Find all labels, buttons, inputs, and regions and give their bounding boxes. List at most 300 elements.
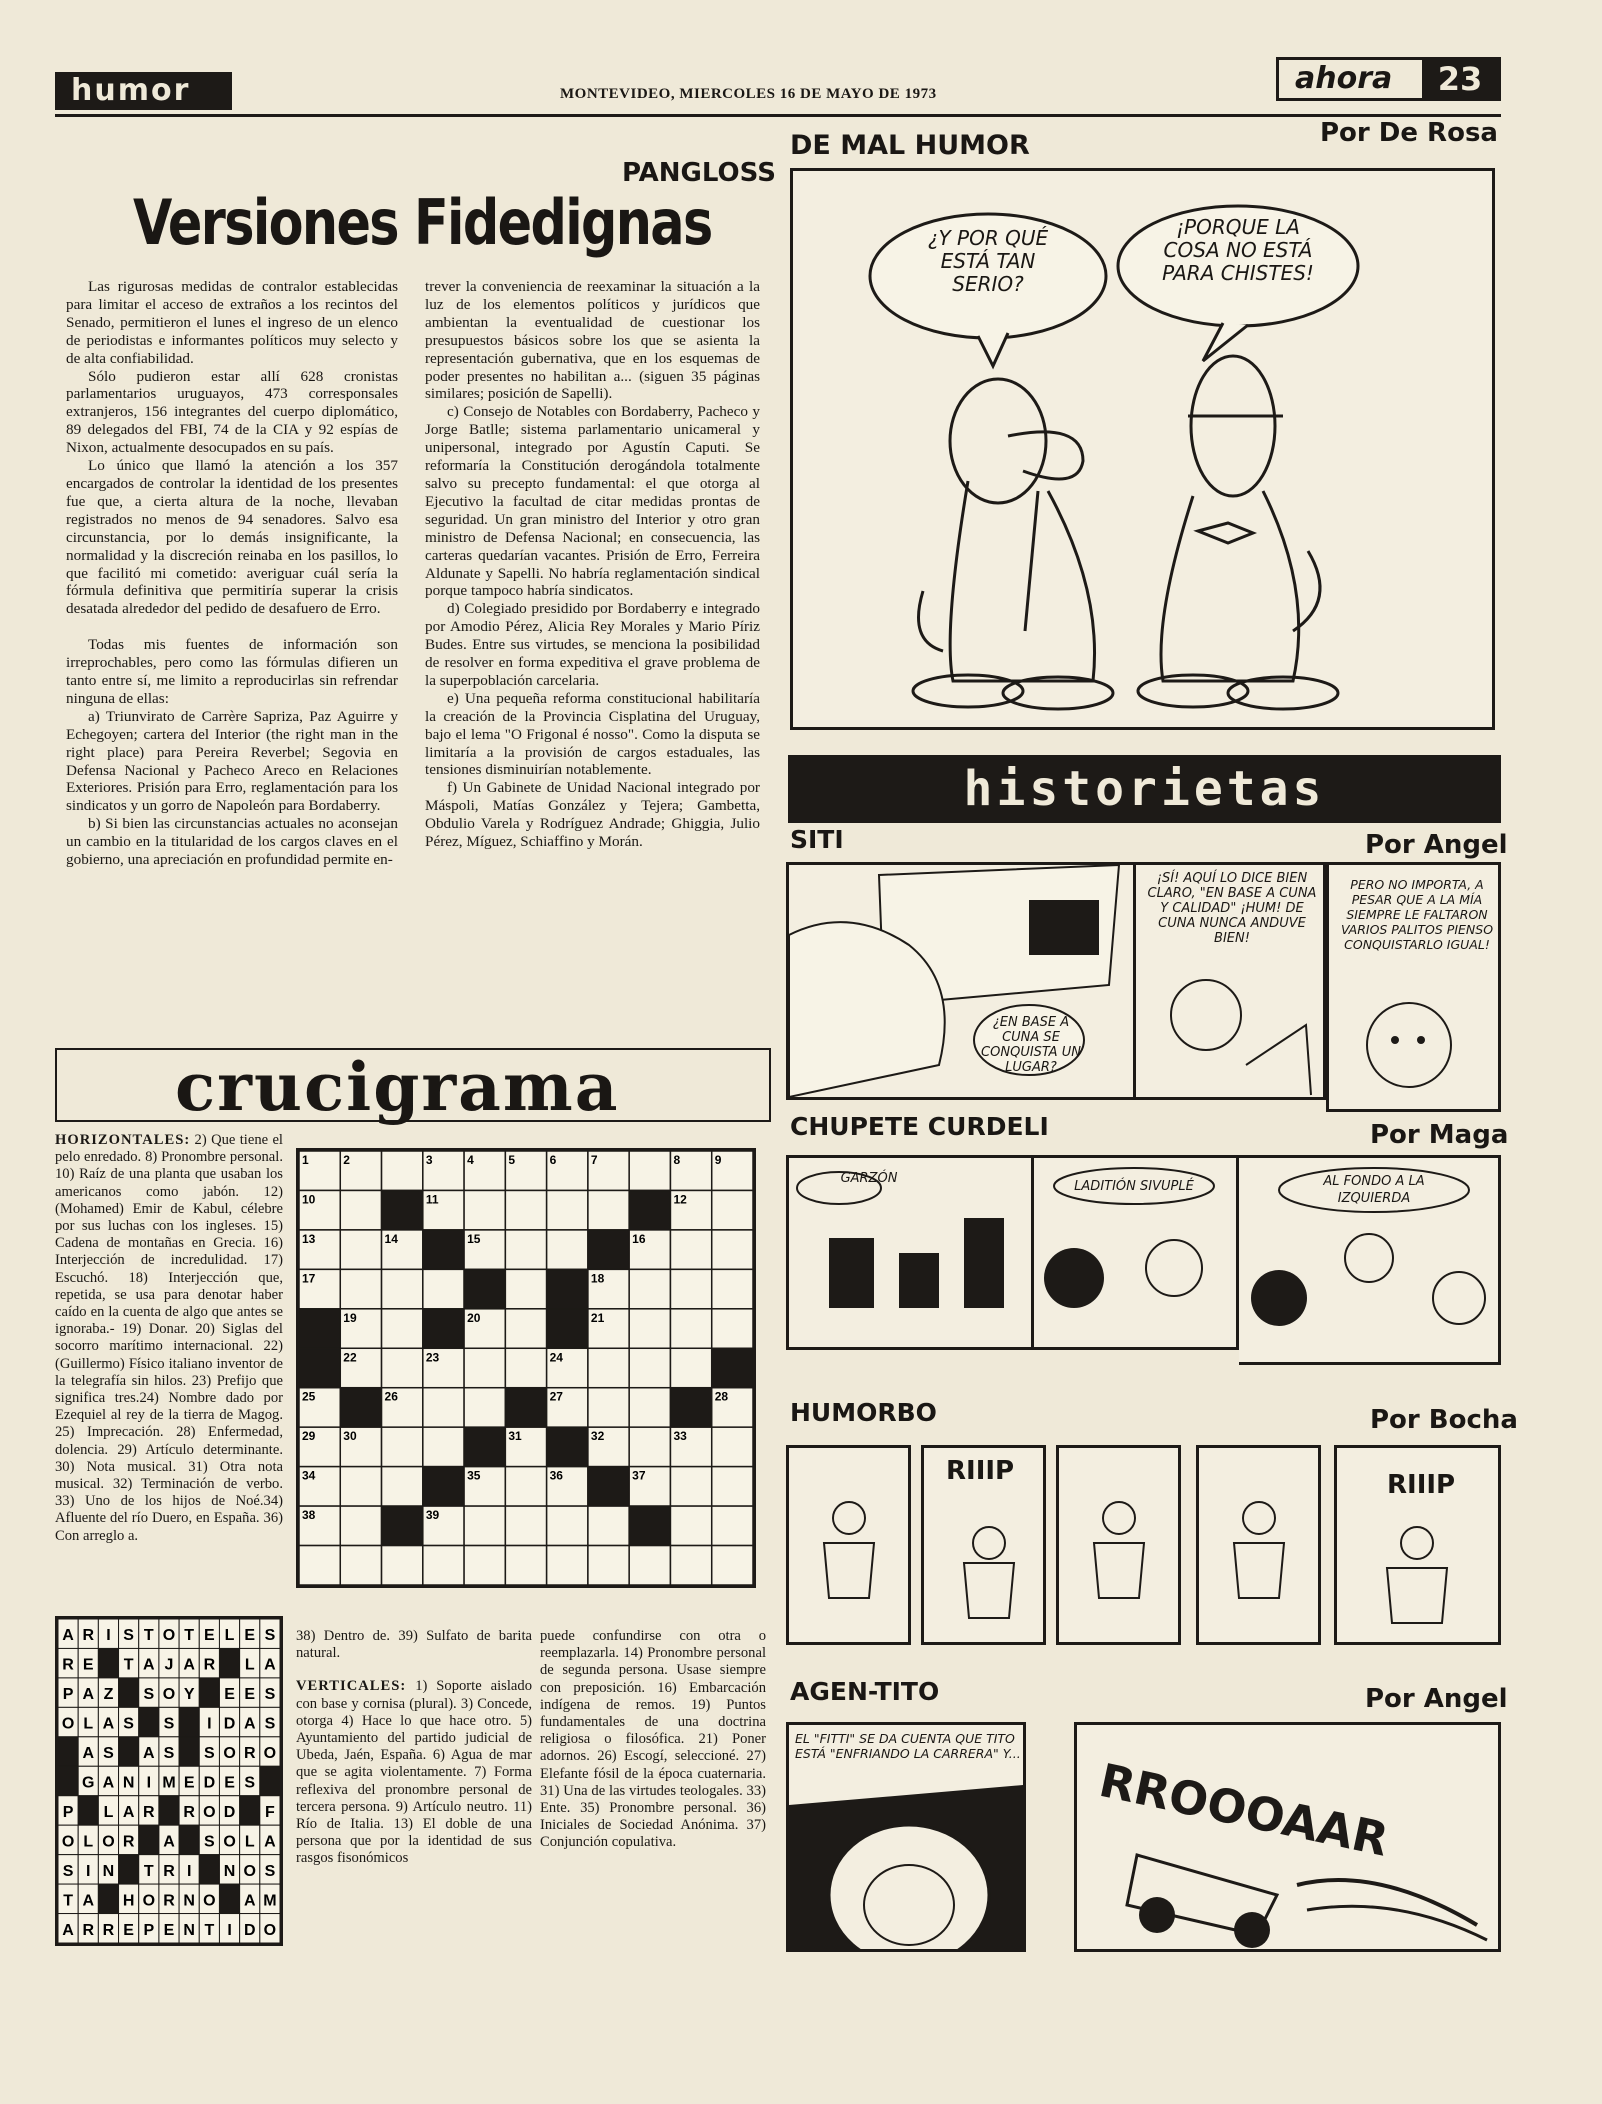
solution-cell-black: [179, 1737, 199, 1766]
grid-cell[interactable]: [670, 1348, 711, 1387]
solution-letter: R: [82, 1627, 95, 1645]
grid-number: 16: [632, 1231, 646, 1246]
grid-number: 20: [467, 1310, 481, 1325]
grid-number: 39: [425, 1508, 440, 1523]
crossword-grid[interactable]: [296, 1148, 756, 1588]
grid-cell[interactable]: [505, 1190, 546, 1229]
solution-cell-black: [260, 1766, 280, 1795]
solution-letter: O: [61, 1715, 75, 1733]
clues-horizontal-label: HORIZONTALES:: [55, 1132, 191, 1148]
solution-letter: S: [123, 1627, 134, 1645]
solution-letter: A: [62, 1921, 74, 1939]
grid-cell[interactable]: [670, 1506, 711, 1545]
grid-cell[interactable]: [712, 1230, 753, 1269]
grid-cell[interactable]: [670, 1546, 711, 1585]
grid-cell[interactable]: [588, 1190, 629, 1229]
grid-cell[interactable]: [340, 1506, 381, 1545]
grid-number: 5: [508, 1153, 516, 1167]
grid-number: 3: [425, 1153, 433, 1167]
grid-cell-black: [629, 1190, 670, 1229]
grid-number: 14: [384, 1231, 398, 1246]
grid-cell-black: [505, 1388, 546, 1427]
grid-cell[interactable]: [712, 1427, 753, 1466]
chupete-bubble-1: GARZÓN: [840, 1171, 898, 1186]
chupete-panel-2: [1034, 1155, 1239, 1350]
grid-cell[interactable]: [547, 1506, 588, 1545]
grid-cell[interactable]: [629, 1309, 670, 1348]
grid-cell[interactable]: [464, 1348, 505, 1387]
solution-letter: M: [162, 1774, 176, 1792]
paragraph: b) Si bien las circunstancias actuales no aconsejan un cambio en la titularidad de los cargos claves en el gobierno, una apreciación en profundidad permite en-: [66, 815, 398, 869]
grid-cell[interactable]: [505, 1467, 546, 1506]
solution-letter: O: [223, 1833, 236, 1851]
grid-cell[interactable]: [299, 1546, 340, 1585]
paragraph: f) Un Gabinete de Unidad Nacional integrado por Máspoli, Matías González y Tejera; Gambetta, Obdulio Varela y Rodríguez Andrade; Ghiggia, Julio Pérez, Míguez, Schiaffino y Morán.: [425, 779, 760, 851]
grid-cell[interactable]: [340, 1190, 381, 1229]
chupete-panel-1: [786, 1155, 1034, 1350]
grid-cell[interactable]: [505, 1546, 546, 1585]
grid-cell[interactable]: [547, 1230, 588, 1269]
solution-letter: E: [244, 1627, 256, 1645]
siti-panel-1: [786, 862, 1136, 1100]
grid-number: 26: [384, 1389, 398, 1404]
grid-number: 15: [467, 1231, 481, 1246]
clues-vertical-continued: puede confundirse con otra o reemplazarla. 14) Pronombre personal de segunda persona. Usase siempre con preposición. 16) Embarcación indígena de remos. 19) Puntos fundamentales de una doctrina religiosa o filosófica. 21) Poner adornos. 26) Escogí, seleccioné. 27) Elefante fósil de la época cuaternaria. 31) Una de las virtudes teologales. 33) Ente. 35) Pronombre personal. 36) Iniciales de Sociedad Anónima. 37) Conjunción copulativa.: [540, 1628, 766, 1851]
strip-byline-chupete: Por Maga: [1370, 1120, 1509, 1150]
solution-letter: L: [103, 1803, 114, 1821]
siti-bubble-3: PERO NO IMPORTA, A PESAR QUE A LA MÍA SIEMPRE LE FALTARON VARIOS PALITOS PIENSO CONQUISTARLO IGUAL!: [1340, 877, 1494, 952]
speech-bubble-left: ¿Y POR QUÉ ESTÁ TAN SERIO?: [927, 226, 1049, 296]
grid-cell[interactable]: [382, 1467, 423, 1506]
crossword-grid-svg: [299, 1151, 753, 1585]
paragraph: a) Triunvirato de Carrère Sapriza, Paz Aguirre y Echegoyen; cartera del Interior (the right man in the right place) para Pereira Reverbel; Segovia en Defensa Nacional y Pacheco Areco en Relaciones Exteriores. Prisión para Erro, reglamentación para los sindicatos y un gorro de Napoleón para Bordaberry.: [66, 707, 398, 815]
grid-cell[interactable]: [382, 1546, 423, 1585]
solution-letter: R: [82, 1921, 95, 1939]
solution-letter: E: [183, 1774, 195, 1792]
paragraph: c) Consejo de Notables con Bordaberry, Pacheco y Jorge Batlle; sistema parlamentario unicameral y unipersonal, integrado por Agustín Caputi. Se reformaría la Constitución derogándola totalmente salvo su precepto fundamental: el que otorga al Ejecutivo la facultad de citar medidas prontas de seguridad. Un gran ministro del Interior y otro gran ministro de Defensa Nacional; en consecuencia, las carteras quedarían vacantes. Prisión de Erro, Ferreira Aldunate y Sapelli. No habría reglamentación sindical porque tampoco habría sindicatos.: [425, 403, 760, 600]
grid-cell[interactable]: [340, 1230, 381, 1269]
historietas-band: historietas: [788, 755, 1501, 823]
grid-cell-black: [629, 1506, 670, 1545]
grid-number: 11: [425, 1192, 439, 1207]
grid-cell[interactable]: [629, 1427, 670, 1466]
grid-number: 23: [425, 1350, 440, 1365]
solution-letter: N: [122, 1774, 135, 1792]
grid-number: 28: [714, 1389, 729, 1404]
grid-cell[interactable]: [464, 1388, 505, 1427]
solution-letter: R: [203, 1656, 216, 1674]
grid-number: 38: [302, 1508, 316, 1523]
solution-letter: L: [244, 1833, 255, 1851]
chupete-restaurant-scene: [789, 1158, 1031, 1347]
crossword-solution: [55, 1616, 283, 1946]
solution-letter: E: [204, 1627, 215, 1645]
grid-cell[interactable]: [588, 1506, 629, 1545]
solution-letter: R: [122, 1833, 135, 1851]
grid-number: 30: [343, 1429, 357, 1444]
crossword-title: crucigrama: [175, 1048, 620, 1126]
grid-number: 7: [590, 1153, 598, 1167]
humorbo-figure-icon: [1059, 1448, 1178, 1642]
solution-letter: S: [244, 1774, 256, 1792]
header-rule: [55, 114, 1501, 117]
chupete-bubble-3: AL FONDO A LA IZQUIERDA: [1323, 1174, 1425, 1206]
clues-horizontal-text: 2) Que tiene el pelo enredado. 8) Pronombre personal. 10) Raíz de una planta que usaban los americanos como jabón. 12) (Mohamed) Emir de Kabul, célebre por sus luchas con los ingleses. 15) Cadena de montañas en Grecia. 16) Interjección de incredulidad. 17) Escuchó. 18) Interjección que, repetida, se usa para denotar haber caído en la cuenta de algo que antes se ignoraba.- 19) Donar. 20) Siglas del socorro marítimo internacional. 22) (Guillermo) Físico italiano inventor de la telegrafía sin hilos. 23) Prefijo que significa tres.24) Nombre dado por Ezequiel al rey de la tierra de Magog. 25) Imprecación. 28) Enfermedad, dolencia. 29) Artículo determinante. 30) Nota musical. 31) Otra nota musical. 32) Terminación de verbo. 33) Uno de los hijos de Noé.34) Afluente del río Duero, en España. 36) Con arreglo a.: [55, 1132, 283, 1544]
grid-cell-black: [588, 1230, 629, 1269]
grid-cell[interactable]: [629, 1348, 670, 1387]
solution-letter: O: [102, 1833, 115, 1851]
grid-number: 22: [343, 1350, 357, 1365]
article-author: PANGLOSS: [622, 158, 776, 188]
solution-letter: S: [103, 1745, 114, 1763]
solution-letter: A: [243, 1892, 256, 1910]
grid-cell[interactable]: [712, 1269, 753, 1308]
solution-letter: E: [244, 1686, 256, 1704]
solution-cell-black: [159, 1796, 179, 1825]
solution-letter: O: [263, 1745, 277, 1763]
grid-cell[interactable]: [382, 1151, 423, 1190]
solution-letter: A: [82, 1892, 95, 1910]
grid-cell[interactable]: [505, 1348, 546, 1387]
solution-letter: A: [243, 1715, 256, 1733]
grid-number: 19: [343, 1310, 357, 1325]
solution-cell-black: [139, 1707, 159, 1736]
humorbo-strip: [786, 1445, 1501, 1645]
siti-bubble-1: ¿EN BASE A CUNA SE CONQUISTA UN LUGAR?: [981, 1015, 1081, 1075]
solution-letter: D: [243, 1921, 256, 1939]
humorbo-panel-1: [786, 1445, 911, 1645]
grid-cell[interactable]: [547, 1546, 588, 1585]
grid-cell[interactable]: [340, 1546, 381, 1585]
siti-panel-2: [1136, 862, 1326, 1100]
solution-letter: A: [122, 1803, 135, 1821]
grid-cell[interactable]: [423, 1427, 464, 1466]
grid-number: 18: [590, 1271, 605, 1286]
humorbo-figure-icon: [789, 1448, 908, 1642]
solution-letter: E: [224, 1686, 235, 1704]
page-number: 23: [1437, 60, 1483, 98]
solution-letter: E: [82, 1656, 94, 1674]
solution-cell-black: [219, 1648, 239, 1677]
solution-letter: T: [63, 1892, 73, 1910]
solution-letter: O: [162, 1627, 176, 1645]
solution-letter: M: [263, 1892, 277, 1910]
solution-letter: S: [264, 1686, 276, 1704]
grid-number: 17: [302, 1271, 316, 1286]
solution-cell-black: [179, 1707, 199, 1736]
solution-letter: O: [203, 1892, 216, 1910]
grid-cell-black: [299, 1309, 340, 1348]
solution-letter: I: [106, 1627, 111, 1645]
grid-number: 10: [302, 1192, 316, 1207]
solution-letter: T: [184, 1627, 195, 1645]
grid-cell[interactable]: [712, 1309, 753, 1348]
solution-letter: O: [223, 1745, 236, 1763]
solution-letter: S: [204, 1833, 215, 1851]
chupete-panel-3: [1239, 1155, 1501, 1365]
humorbo-panel-5: [1334, 1445, 1501, 1645]
solution-letter: D: [203, 1774, 216, 1792]
grid-number: 8: [673, 1153, 681, 1167]
solution-cell-black: [58, 1766, 78, 1795]
solution-letter: T: [204, 1921, 215, 1939]
grid-cell-black: [423, 1230, 464, 1269]
solution-letter: N: [102, 1862, 115, 1880]
grid-cell[interactable]: [505, 1230, 546, 1269]
solution-cell-black: [119, 1737, 139, 1766]
article-column-2: [425, 278, 760, 851]
grid-number: 2: [343, 1153, 350, 1167]
solution-letter: N: [183, 1892, 195, 1910]
solution-letter: O: [203, 1803, 216, 1821]
solution-letter: S: [143, 1686, 155, 1704]
grid-cell-black: [547, 1309, 588, 1348]
paragraph: d) Colegiado presidido por Bordaberry e integrado por Amodio Pérez, Alicia Rey Morales y Mario Píriz Budes. Entre sus virtudes, se menciona la posibilidad de resolver en forma expeditiva el grave problema de la superpoblación carcelaria.: [425, 600, 760, 689]
solution-cell-black: [179, 1825, 199, 1854]
solution-cell-black: [199, 1855, 219, 1884]
grid-cell-black: [547, 1269, 588, 1308]
grid-cell-black: [588, 1467, 629, 1506]
article-column-1: [66, 278, 398, 869]
grid-number: 34: [302, 1468, 316, 1483]
grid-cell[interactable]: [464, 1506, 505, 1545]
grid-cell[interactable]: [505, 1506, 546, 1545]
solution-letter: O: [263, 1921, 277, 1939]
masthead-word: ahora: [1279, 60, 1422, 98]
solution-letter: L: [244, 1656, 255, 1674]
solution-letter: A: [183, 1656, 195, 1674]
cartoon-main-panel: [790, 168, 1495, 730]
grid-number: 37: [632, 1468, 646, 1483]
agentito-sound: RROOOAAR: [1094, 1752, 1394, 1867]
strip-title-agentito: AGEN-TITO: [790, 1677, 940, 1706]
grid-cell-black: [464, 1427, 505, 1466]
grid-cell[interactable]: [670, 1309, 711, 1348]
strip-title-humorbo: HUMORBO: [790, 1398, 937, 1427]
grid-cell[interactable]: [423, 1546, 464, 1585]
grid-cell[interactable]: [712, 1546, 753, 1585]
solution-cell-black: [119, 1855, 139, 1884]
masthead-ahora: [1276, 57, 1501, 101]
solution-letter: A: [143, 1745, 155, 1763]
solution-letter: T: [123, 1656, 134, 1674]
solution-letter: L: [83, 1715, 94, 1733]
solution-letter: R: [102, 1921, 115, 1939]
paragraph: trever la conveniencia de reexaminar la situación a la luz de los elementos políticos y jurídicos que ambientan la eventualidad de cuestionar los presupuestos básicos sobre los que se asienta la representación gubernativa, que en los esquemas de poder presentes no habilitan a... (siguen 35 páginas similares; posición de Sapelli).: [425, 278, 760, 403]
grid-cell[interactable]: [712, 1467, 753, 1506]
humorbo-panel-4: [1196, 1445, 1321, 1645]
grid-cell[interactable]: [712, 1190, 753, 1229]
article-headline: Versiones Fidedignas: [133, 186, 712, 259]
grid-cell[interactable]: [464, 1546, 505, 1585]
solution-letter: I: [207, 1715, 212, 1733]
grid-number: 33: [673, 1429, 687, 1444]
solution-letter: P: [62, 1803, 74, 1821]
solution-letter: A: [62, 1627, 74, 1645]
grid-cell[interactable]: [382, 1309, 423, 1348]
solution-letter: A: [102, 1774, 115, 1792]
solution-letter: A: [264, 1656, 276, 1674]
speech-bubble-right: ¡PORQUE LA COSA NO ESTÁ PARA CHISTES!: [1162, 215, 1314, 285]
solution-letter: T: [143, 1627, 154, 1645]
solution-letter: S: [123, 1715, 134, 1733]
solution-letter: G: [82, 1774, 95, 1792]
grid-cell-black: [382, 1190, 423, 1229]
humorbo-sound-1: RIIIP: [946, 1456, 1015, 1486]
solution-letter: S: [264, 1627, 276, 1645]
grid-cell-black: [547, 1427, 588, 1466]
solution-cell-black: [58, 1737, 78, 1766]
grid-number: 4: [467, 1153, 474, 1167]
solution-letter: S: [204, 1745, 215, 1763]
paragraph: Lo único que llamó la atención a los 357 encargados de controlar la identidad de los presentes fue que, a cierta altura de la noche, llevaban registrados no menos de 94 senadores. Salvo esa circunstancia, por lo demás insignificante, la normalidad y la discreción reinaba en los pasillos, lo que facilitó mi cometido: averiguar cuál sería la fórmula definitiva que permitiría superar la crisis desatada alrededor del pedido de desafuero de Erro.: [66, 457, 398, 618]
humorbo-figure-icon: [1199, 1448, 1318, 1642]
clues-vertical-text: 1) Soporte aislado con base y cornisa (plural). 3) Concede, otorga 4) Hace lo que hace otro. 5) Ayuntamiento del partido judicial de Ubeda, Jaén, España. 6) Agua de mar que se agita violentamente. 7) Forma reflexiva del pronombre personal de tercera persona. 9) Artículo neutro. 11) Río de Italia. 13) El doble de una persona que por la identidad de sus rasgos fisonómicos: [296, 1678, 532, 1867]
solution-letter: I: [86, 1862, 91, 1880]
agentito-panel-1: [786, 1722, 1026, 1952]
section-tag-humor: humor: [55, 72, 232, 110]
grid-cell[interactable]: [629, 1388, 670, 1427]
grid-cell[interactable]: [670, 1230, 711, 1269]
grid-cell-black: [340, 1388, 381, 1427]
grid-cell-black: [299, 1348, 340, 1387]
grid-cell-black: [423, 1467, 464, 1506]
solution-letter: S: [163, 1715, 175, 1733]
chupete-bubble-2: LADITIÓN SIVUPLÉ: [1074, 1179, 1194, 1194]
solution-letter: Z: [103, 1686, 114, 1704]
solution-letter: O: [162, 1686, 176, 1704]
solution-letter: I: [227, 1921, 232, 1939]
grid-cell[interactable]: [670, 1269, 711, 1308]
paragraph: Sólo pudieron estar allí 628 cronistas parlamentarios uruguayos, 473 corresponsales extranjeros, 156 integrantes del cuerpo diplomático, 89 delegados del FBI, 74 de la CIA y 92 espías de Nixon, actualmente desocupados en su país.: [66, 367, 398, 457]
humorbo-sound-2: RIIIP: [1387, 1470, 1456, 1500]
cartoon-illustration: [793, 171, 1492, 727]
grid-cell[interactable]: [340, 1269, 381, 1308]
strip-byline-siti: Por Angel: [1365, 830, 1508, 860]
solution-letter: R: [62, 1656, 74, 1674]
cartoon-title: DE MAL HUMOR: [790, 130, 1030, 161]
grid-number: 32: [590, 1429, 605, 1444]
solution-letter: N: [223, 1862, 236, 1880]
solution-cell-black: [219, 1884, 239, 1913]
humorbo-panel-3: [1056, 1445, 1181, 1645]
solution-letter: T: [143, 1862, 154, 1880]
grid-number: 36: [549, 1468, 563, 1483]
solution-cell-black: [199, 1678, 219, 1707]
solution-letter: R: [163, 1892, 175, 1910]
grid-cell[interactable]: [712, 1506, 753, 1545]
grid-cell[interactable]: [382, 1269, 423, 1308]
solution-letter: D: [223, 1715, 236, 1733]
paragraph: e) Una pequeña reforma constitucional habilitaría la creación de la Provincia Cisplatina del Uruguay, bajo el lema "O Frigonal é nosso". Como la disputa se limitaría a la provisión de cargos estaduales, las tensiones disminuirían notablemente.: [425, 689, 760, 779]
solution-letter: H: [122, 1892, 135, 1910]
strip-title-chupete: CHUPETE CURDELI: [790, 1112, 1049, 1141]
solution-cell-black: [119, 1678, 139, 1707]
solution-cell-black: [98, 1884, 118, 1913]
grid-number: 24: [549, 1350, 563, 1365]
grid-cell[interactable]: [382, 1348, 423, 1387]
grid-cell-black: [712, 1348, 753, 1387]
grid-cell-black: [464, 1269, 505, 1308]
solution-letter: I: [146, 1774, 152, 1792]
grid-number: 13: [302, 1231, 316, 1246]
paragraph: Las rigurosas medidas de contralor establecidas para limitar el acceso de extraños a los recintos del Senado, permitieron el lunes el ingreso de un elenco de periodistas e informantes políticos muy selecto y de alta confiabilidad.: [66, 278, 398, 367]
solution-cell-black: [98, 1648, 118, 1677]
solution-letter: A: [143, 1656, 155, 1674]
grid-cell[interactable]: [505, 1309, 546, 1348]
solution-letter: O: [243, 1862, 256, 1880]
grid-cell[interactable]: [423, 1388, 464, 1427]
solution-letter: R: [243, 1745, 256, 1763]
solution-letter: D: [223, 1803, 236, 1821]
grid-cell[interactable]: [382, 1427, 423, 1466]
solution-letter: E: [123, 1921, 134, 1939]
solution-cell-black: [240, 1796, 260, 1825]
siti-bubble-2: ¡SÍ! AQUÍ LO DICE BIEN CLARO, "EN BASE A CUNA Y CALIDAD" ¡HUM! DE CUNA NUNCA ANDUVE BIEN!: [1147, 871, 1317, 946]
grid-number: 12: [673, 1192, 687, 1207]
grid-cell-black: [423, 1309, 464, 1348]
grid-cell-black: [670, 1388, 711, 1427]
solution-letter: O: [61, 1833, 75, 1851]
grid-cell[interactable]: [464, 1190, 505, 1229]
grid-cell[interactable]: [547, 1190, 588, 1229]
strip-title-siti: SITI: [790, 825, 844, 854]
solution-letter: P: [143, 1921, 155, 1939]
solution-letter: R: [143, 1803, 155, 1821]
grid-number: 6: [549, 1153, 557, 1167]
solution-letter: E: [163, 1921, 175, 1939]
solution-letter: Y: [183, 1686, 195, 1704]
grid-cell[interactable]: [588, 1546, 629, 1585]
grid-cell[interactable]: [629, 1546, 670, 1585]
solution-letter: P: [62, 1686, 74, 1704]
solution-letter: I: [186, 1862, 192, 1880]
grid-number: 21: [590, 1310, 605, 1325]
clues-horizontal-continued: 38) Dentro de. 39) Sulfato de barita natural.: [296, 1628, 532, 1662]
clues-vertical: [296, 1628, 532, 1868]
siti-panel-3: [1326, 862, 1501, 1112]
grid-cell[interactable]: [505, 1269, 546, 1308]
solution-letter: A: [264, 1833, 276, 1851]
grid-cell[interactable]: [588, 1388, 629, 1427]
siti-newspaper-illustration: [789, 865, 1133, 1097]
grid-cell[interactable]: [423, 1269, 464, 1308]
strip-byline-agentito: Por Angel: [1365, 1684, 1508, 1714]
strip-byline-humorbo: Por Bocha: [1370, 1405, 1518, 1435]
grid-cell-black: [382, 1506, 423, 1545]
grid-cell[interactable]: [629, 1269, 670, 1308]
clues-horizontal: [55, 1132, 283, 1545]
solution-letter: R: [183, 1803, 195, 1821]
grid-number: 1: [302, 1153, 309, 1167]
solution-letter: N: [183, 1921, 195, 1939]
solution-letter: A: [82, 1745, 95, 1763]
solution-letter: S: [264, 1862, 276, 1880]
grid-cell[interactable]: [629, 1151, 670, 1190]
solution-letter: S: [163, 1745, 175, 1763]
agentito-panel-2: [1074, 1722, 1501, 1952]
clues-vertical-label: VERTICALES:: [296, 1678, 407, 1695]
grid-cell[interactable]: [670, 1467, 711, 1506]
solution-cell-black: [78, 1796, 98, 1825]
crossword-solution-svg: [58, 1619, 280, 1943]
grid-cell[interactable]: [340, 1467, 381, 1506]
dateline: MONTEVIDEO, MIERCOLES 16 DE MAYO DE 1973: [560, 86, 937, 102]
grid-cell[interactable]: [588, 1348, 629, 1387]
agentito-caption: EL "FITTI" SE DA CUENTA QUE TITO ESTÁ "ENFRIANDO LA CARRERA" Y...: [795, 1731, 1021, 1761]
solution-letter: J: [164, 1656, 174, 1674]
solution-letter: F: [265, 1803, 275, 1821]
